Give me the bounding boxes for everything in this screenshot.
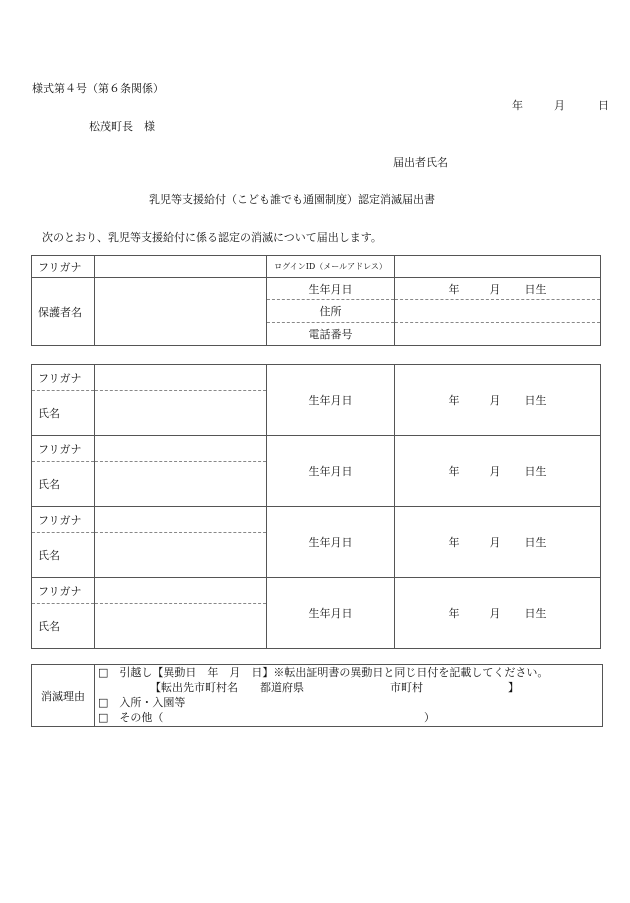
login-id-field[interactable] — [395, 256, 601, 278]
guardian-furigana-label: フリガナ — [32, 256, 95, 278]
child-birth-day: 日生 — [524, 465, 547, 478]
children-table — [31, 364, 601, 649]
date-year-label: 年 — [512, 99, 523, 112]
child-furigana-label: フリガナ — [32, 507, 95, 533]
child-furigana-label: フリガナ — [32, 365, 95, 391]
phone-field[interactable] — [395, 323, 601, 346]
reason-other-close: ） — [424, 711, 435, 724]
guardian-furigana-field[interactable] — [95, 256, 267, 278]
addressee: 松茂町長 様 — [89, 120, 155, 133]
child-furigana-field[interactable] — [95, 436, 267, 462]
child-name-field[interactable] — [95, 604, 267, 649]
child-birth-field[interactable] — [395, 436, 601, 507]
destination-city-label: 市町村 — [390, 681, 423, 694]
child-furigana-label: フリガナ — [32, 578, 95, 604]
child-name-field[interactable] — [95, 533, 267, 578]
child-birth-month: 月 — [489, 536, 501, 549]
reason-other-option[interactable]: □ その他（ — [98, 711, 164, 724]
child-birth-field[interactable] — [395, 578, 601, 649]
child-birth-year: 年 — [448, 536, 460, 549]
child-birth-day: 日生 — [524, 607, 547, 620]
reason-box — [31, 664, 603, 727]
guardian-birth-month: 月 — [489, 282, 501, 296]
child-birth-day: 日生 — [524, 394, 547, 407]
child-birth-month: 月 — [489, 465, 501, 478]
child-furigana-label: フリガナ — [32, 436, 95, 462]
applicant-name-label: 届出者氏名 — [393, 156, 448, 169]
child-birth-month: 月 — [489, 607, 501, 620]
child-birth-year: 年 — [448, 394, 460, 407]
guardian-table — [31, 255, 601, 346]
address-label: 住所 — [267, 300, 395, 323]
child-birth-month: 月 — [489, 394, 501, 407]
phone-label: 電話番号 — [267, 323, 395, 346]
login-id-label: ログインID（メールアドレス） — [267, 256, 395, 278]
child-birth-field[interactable] — [395, 507, 601, 578]
child-birth-year: 年 — [448, 607, 460, 620]
child-name-label: 氏名 — [32, 391, 95, 436]
destination-close-bracket: 】 — [508, 681, 519, 694]
guardian-name-label: 保護者名 — [32, 278, 95, 346]
guardian-name-field[interactable] — [95, 278, 267, 346]
child-birth-label: 生年月日 — [267, 578, 395, 649]
guardian-birth-field[interactable] — [395, 278, 601, 300]
guardian-birth-day: 日生 — [524, 282, 547, 296]
reason-move-option[interactable]: □ 引越し【異動日 年 月 日】※転出証明書の異動日と同じ日付を記載してください。 — [98, 666, 549, 679]
address-field[interactable] — [395, 300, 601, 323]
child-name-label: 氏名 — [32, 533, 95, 578]
document-title: 乳児等支援給付（こども誰でも通園制度）認定消滅届出書 — [149, 193, 435, 206]
submission-date — [512, 99, 609, 113]
child-furigana-field[interactable] — [95, 578, 267, 604]
guardian-birth-label: 生年月日 — [267, 278, 395, 300]
child-name-label: 氏名 — [32, 604, 95, 649]
child-furigana-field[interactable] — [95, 365, 267, 391]
reason-admission-option[interactable]: □ 入所・入園等 — [98, 696, 186, 709]
date-day-label: 日 — [598, 99, 609, 112]
child-birth-label: 生年月日 — [267, 436, 395, 507]
child-birth-year: 年 — [448, 465, 460, 478]
reason-move-destination — [150, 681, 304, 695]
child-birth-day: 日生 — [524, 536, 547, 549]
child-birth-label: 生年月日 — [267, 507, 395, 578]
date-month-label: 月 — [554, 99, 565, 112]
destination-prefecture-label: 【転出先市町村名 都道府県 — [150, 681, 304, 694]
child-name-field[interactable] — [95, 462, 267, 507]
guardian-birth-year: 年 — [448, 282, 460, 296]
child-furigana-field[interactable] — [95, 507, 267, 533]
child-name-field[interactable] — [95, 391, 267, 436]
reason-label: 消滅理由 — [32, 665, 95, 726]
form-number: 様式第４号（第６条関係） — [32, 82, 164, 95]
child-birth-field[interactable] — [395, 365, 601, 436]
intro-text: 次のとおり、乳児等支援給付に係る認定の消滅について届出します。 — [42, 231, 382, 244]
child-name-label: 氏名 — [32, 462, 95, 507]
child-birth-label: 生年月日 — [267, 365, 395, 436]
